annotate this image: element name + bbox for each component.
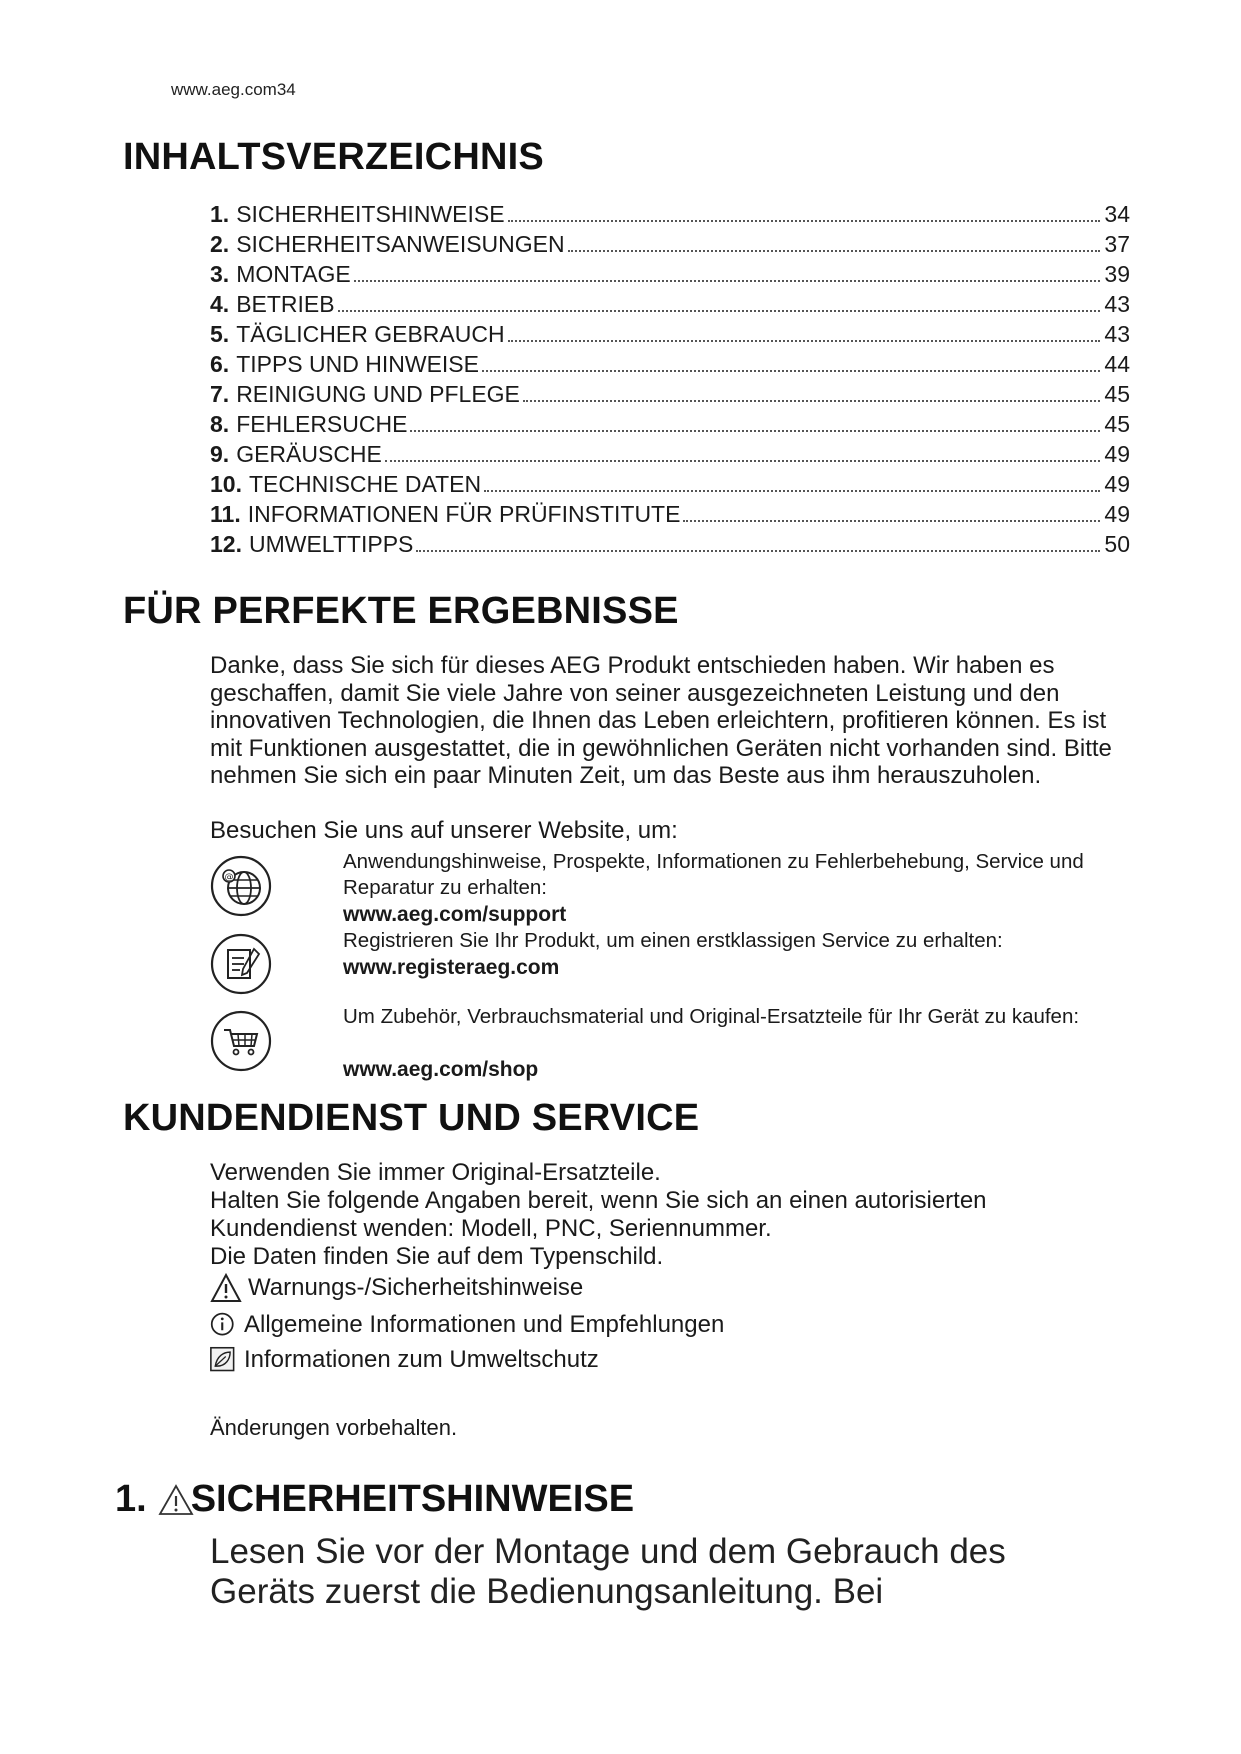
support-link[interactable]: www.aeg.com/support [343,903,567,926]
toc-leader-dots [484,490,1100,492]
toc-item-number: 10. [210,471,242,497]
service-line-1: Verwenden Sie immer Original-Ersatzteile. [210,1159,661,1186]
toc-item-number: 5. [210,321,230,347]
toc-item-number: 8. [210,411,230,437]
service-line-2: Halten Sie folgende Angaben bereit, wenn Sie sich an einen autorisierten Kundendienst wenden: Modell, PNC, Seriennummer. [210,1187,987,1242]
toc-item-page: 39 [1104,261,1130,287]
toc-leader-dots [508,340,1101,342]
safety-section-number: 1. [115,1478,147,1520]
toc-item-page: 49 [1104,501,1130,527]
environment-leaf-icon [210,1345,238,1375]
toc-leader-dots [416,550,1100,552]
toc-item-label: INFORMATIONEN FÜR PRÜFINSTITUTE [247,501,681,527]
toc-item-label: TECHNISCHE DATEN [248,471,482,497]
legend-environment [210,1345,599,1375]
toc-item-number: 12. [210,531,242,557]
toc-leader-dots [683,520,1100,522]
toc-item-page: 43 [1104,291,1130,317]
toc-item[interactable] [210,469,1130,499]
toc-item-label: FEHLERSUCHE [236,411,408,437]
results-intro: Danke, dass Sie sich für dieses AEG Produkt entschieden haben. Wir haben es geschaffen, damit Sie viele Jahre von seiner ausgezeichneten Leistung und den innovativen Technologien, die Ihnen das Leben erleichtern, profitieren können. Es ist mit Funktionen ausgestattet, die in gewöhnlichen Geräten nicht vorhanden sind. Bitte nehmen Sie sich ein paar Minuten Zeit, um das Beste aus ihm herauszuholen. [210,652,1112,789]
toc-item-number: 4. [210,291,230,317]
toc-leader-dots [568,250,1101,252]
results-visit: Besuchen Sie uns auf unserer Website, um: [210,817,678,844]
legend-warning-label: Warnungs-/Sicherheitshinweise [248,1274,584,1301]
toc-item[interactable] [210,229,1130,259]
toc-item-label: REINIGUNG UND PFLEGE [236,381,520,407]
toc-leader-dots [482,370,1100,372]
globe-icon [210,855,272,917]
results-title: FÜR PERFEKTE ERGEBNISSE [123,590,679,632]
toc-item-page: 49 [1104,441,1130,467]
toc-item-number: 6. [210,351,230,377]
toc-item-page: 37 [1104,231,1130,257]
toc-item-page: 50 [1104,531,1130,557]
toc-item-label: MONTAGE [236,261,351,287]
warning-icon [210,1273,242,1303]
shopping-cart-icon [210,1010,272,1072]
toc-item-number: 1. [210,201,230,227]
legend-environment-label: Informationen zum Umweltschutz [244,1346,599,1373]
changes-notice: Änderungen vorbehalten. [210,1415,458,1440]
warning-icon [157,1483,195,1517]
table-of-contents [210,199,1130,559]
toc-item-page: 44 [1104,351,1130,377]
service-register-text: Registrieren Sie Ihr Produkt, um einen erstklassigen Service zu erhalten: [343,929,1003,952]
service-support-text: Anwendungshinweise, Prospekte, Informationen zu Fehlerbehebung, Service und Reparatur zu erhalten: [343,850,1084,899]
safety-section-label: SICHERHEITSHINWEISE [190,1478,635,1520]
info-icon [210,1310,238,1340]
toc-item[interactable] [210,379,1130,409]
toc-item-label: TIPPS UND HINWEISE [236,351,479,377]
toc-item-label: SICHERHEITSHINWEISE [236,201,505,227]
toc-item-page: 49 [1104,471,1130,497]
toc-item-page: 43 [1104,321,1130,347]
safety-intro: Lesen Sie vor der Montage und dem Gebrauch des Geräts zuerst die Bedienungsanleitung. Bei [210,1532,1006,1611]
toc-item[interactable] [210,319,1130,349]
toc-item-number: 3. [210,261,230,287]
toc-item-page: 45 [1104,411,1130,437]
toc-item-page: 45 [1104,381,1130,407]
toc-item-number: 2. [210,231,230,257]
toc-leader-dots [508,220,1101,222]
toc-item-number: 9. [210,441,230,467]
toc-item[interactable] [210,259,1130,289]
toc-leader-dots [385,460,1101,462]
toc-item-label: BETRIEB [236,291,335,317]
toc-item-label: UMWELTTIPPS [248,531,414,557]
toc-title: INHALTSVERZEICHNIS [123,136,544,178]
toc-item-label: TÄGLICHER GEBRAUCH [236,321,505,347]
toc-item[interactable] [210,529,1130,559]
toc-item-label: SICHERHEITSANWEISUNGEN [236,231,565,257]
register-document-icon [210,933,272,995]
legend-warning [210,1273,583,1303]
shop-link[interactable]: www.aeg.com/shop [343,1058,539,1081]
legend-info-label: Allgemeine Informationen und Empfehlungen [244,1311,725,1338]
toc-item[interactable] [210,439,1130,469]
svg-text:@: @ [224,872,234,883]
toc-leader-dots [354,280,1101,282]
toc-item-page: 34 [1104,201,1130,227]
toc-item-number: 11. [210,501,241,527]
toc-item[interactable] [210,199,1130,229]
toc-item-label: GERÄUSCHE [236,441,382,467]
toc-item[interactable] [210,499,1130,529]
toc-leader-dots [523,400,1101,402]
legend-info [210,1310,724,1340]
header-url: www.aeg.com34 [171,80,296,99]
service-line-3: Die Daten finden Sie auf dem Typenschild. [210,1243,664,1270]
safety-section-title [115,1478,634,1521]
toc-leader-dots [410,430,1100,432]
toc-item[interactable] [210,349,1130,379]
service-shop-text: Um Zubehör, Verbrauchsmaterial und Original-Ersatzteile für Ihr Gerät zu kaufen: [343,1005,1080,1028]
toc-item[interactable] [210,289,1130,319]
toc-leader-dots [338,310,1101,312]
service-title: KUNDENDIENST UND SERVICE [123,1097,700,1139]
toc-item[interactable] [210,409,1130,439]
toc-item-number: 7. [210,381,230,407]
register-link[interactable]: www.registeraeg.com [343,956,560,979]
